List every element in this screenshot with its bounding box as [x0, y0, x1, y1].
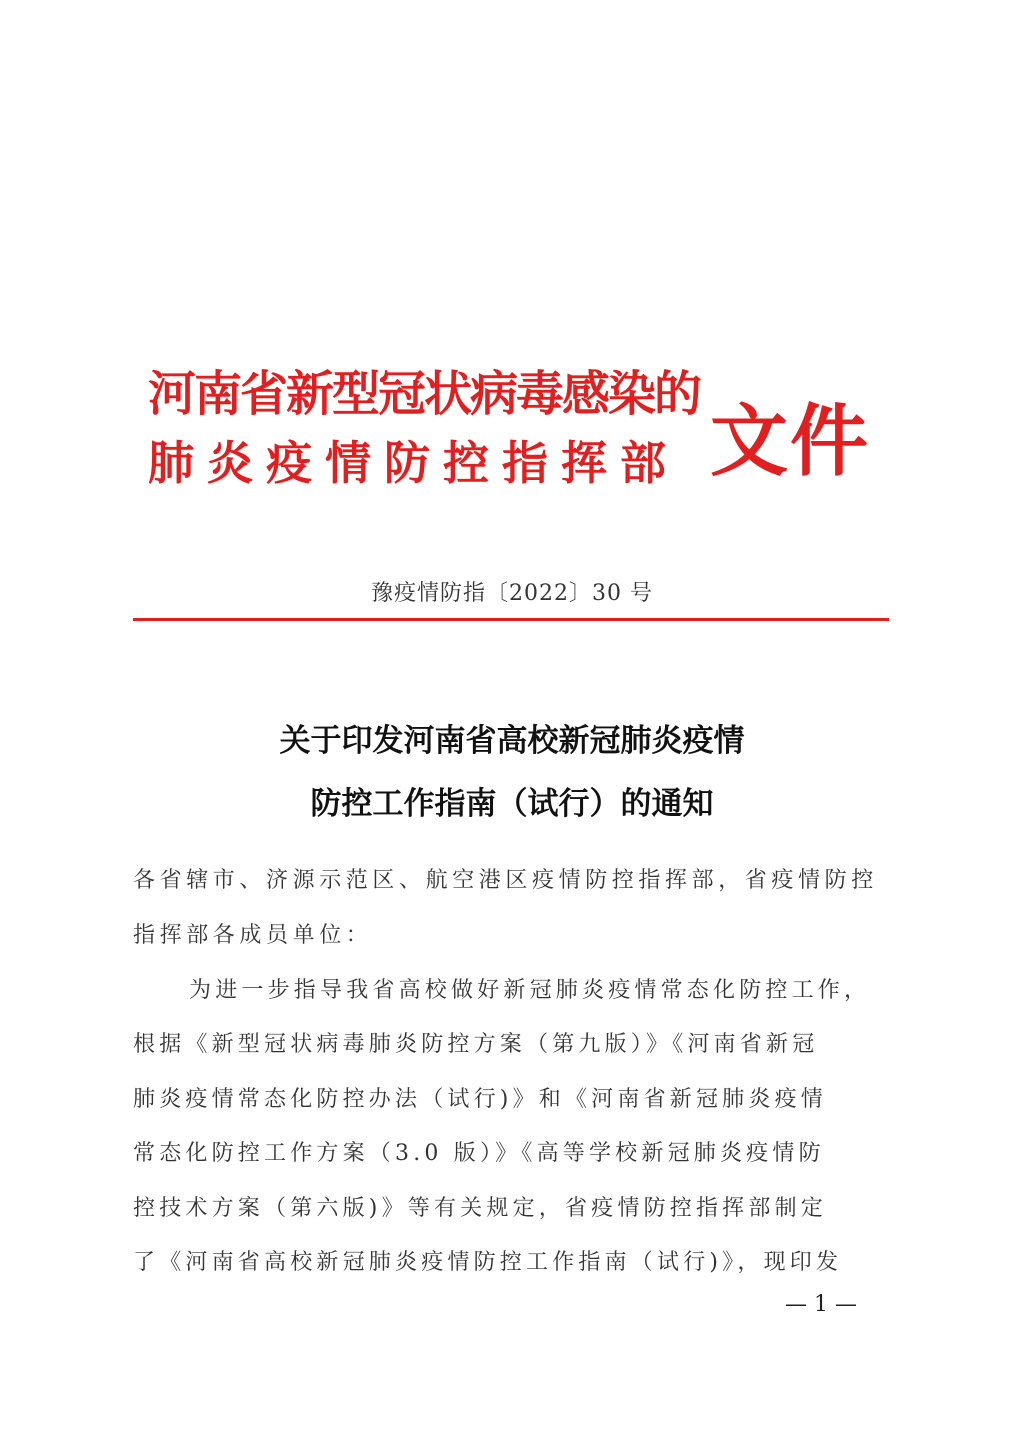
document-header [148, 355, 888, 495]
body-paragraph-line: 了《河南省高校新冠肺炎疫情防控工作指南（试行)》，现印发 [133, 1250, 843, 1275]
document-title-line-2: 防控工作指南（试行）的通知 [310, 786, 714, 822]
document-title-line-1: 关于印发河南省高校新冠肺炎疫情 [279, 723, 745, 759]
red-separator-line [133, 618, 889, 621]
issuer-name-line-2: 肺炎疫情防控指挥部 [148, 436, 679, 490]
document-kind-label: 文件 [710, 396, 871, 487]
addressee-line-1: 各省辖市、济源示范区、航空港区疫情防控指挥部，省疫情防控 [133, 868, 878, 893]
body-paragraph-line: 控技术方案（第六版)》等有关规定，省疫情防控指挥部制定 [133, 1196, 827, 1221]
document-number: 豫疫情防指〔2022〕30 号 [371, 581, 653, 606]
body-paragraph-line: 为进一步指导我省高校做好新冠肺炎疫情常态化防控工作， [189, 978, 871, 1003]
body-paragraph-line: 肺炎疫情常态化防控办法（试行)》和《河南省新冠肺炎疫情 [133, 1087, 827, 1112]
page-number: — 1 — [785, 1292, 857, 1317]
body-paragraph-line: 根据《新型冠状病毒肺炎防控方案（第九版）》《河南省新冠 [133, 1032, 819, 1057]
body-paragraph-line: 常态化防控工作方案（3.0 版）》《高等学校新冠肺炎疫情防 [133, 1141, 825, 1166]
issuer-name-line-1: 河南省新型冠状病毒感染的 [148, 366, 701, 422]
addressee-line-2: 指挥部各成员单位： [133, 923, 373, 948]
